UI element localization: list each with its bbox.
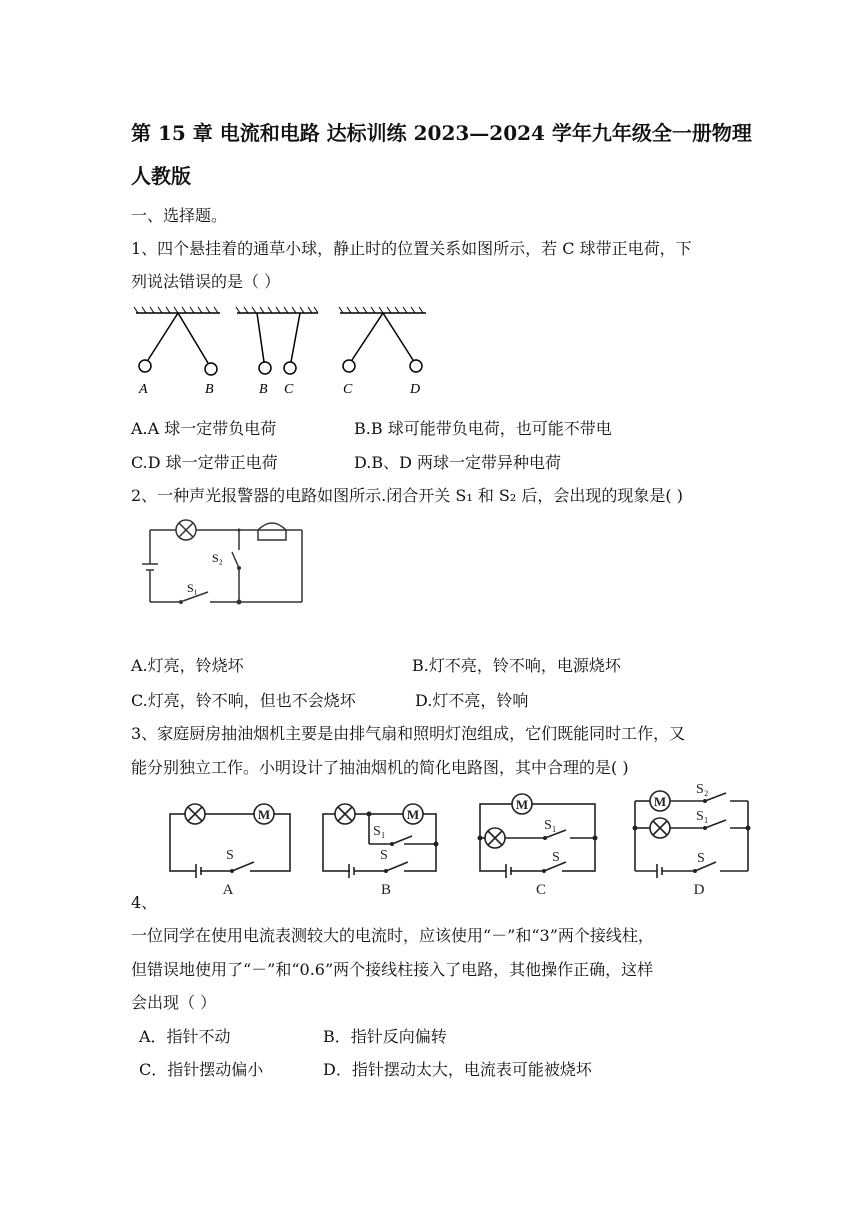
- q3-stem-line2: 能分别独立工作。小明设计了抽油烟机的简化电路图，其中合理的是( ): [131, 758, 629, 777]
- q1-stem-line2: 列说法错误的是（ ）: [131, 272, 281, 291]
- q4-option-a: A．指针不动: [139, 1027, 231, 1046]
- diagram-label-b: B: [380, 882, 392, 898]
- q2-option-b: B.灯不亮，铃不响，电源烧坏: [412, 656, 621, 675]
- motor-symbol: M: [653, 794, 667, 809]
- switch-s1-label: S₁: [696, 809, 709, 824]
- ball-label-a: A: [139, 382, 148, 397]
- q2-alarm-circuit: [140, 512, 312, 612]
- motor-symbol: M: [257, 807, 271, 822]
- ball-label-b: B: [259, 382, 268, 397]
- q3-stem-line1: 3、家庭厨房抽油烟机主要是由排气扇和照明灯泡组成，它们既能同时工作，又: [131, 724, 686, 743]
- q4-stem-line2: 但错误地使用了“－”和“0.6”两个接线柱接入了电路，其他操作正确，这样: [131, 960, 654, 979]
- q4-option-b: B．指针反向偏转: [323, 1027, 447, 1046]
- switch-s1-label: S₁: [373, 824, 386, 839]
- q1-stem-line1: 1、四个悬挂着的通草小球，静止时的位置关系如图所示，若 C 球带正电荷，下: [131, 239, 692, 258]
- section-heading: 一、选择题。: [131, 206, 228, 225]
- motor-symbol: M: [515, 797, 529, 812]
- q3-circuit-diagrams: [160, 776, 760, 901]
- switch-s1-label: S₁: [187, 581, 198, 595]
- switch-s-label: S: [552, 850, 560, 865]
- ball-label-c: C: [343, 382, 353, 397]
- switch-s-label: S: [697, 851, 705, 866]
- page-title: 第 15 章 电流和电路 达标训练 2023—2024 学年九年级全一册物理: [131, 121, 752, 145]
- switch-s2-label: S₂: [212, 551, 223, 565]
- q2-option-c: C.灯亮，铃不响，但也不会烧坏: [131, 691, 356, 710]
- switch-s2-label: S₂: [696, 782, 709, 797]
- q4-stem-line3: 会出现（ ）: [131, 993, 217, 1012]
- diagram-label-d: D: [693, 882, 705, 898]
- switch-s-label: S: [226, 848, 234, 863]
- diagram-label-a: A: [222, 882, 234, 898]
- motor-symbol: M: [406, 807, 420, 822]
- ball-label-c: C: [284, 382, 294, 397]
- ball-label-b: B: [205, 382, 214, 397]
- diagram-label-c: C: [535, 882, 547, 898]
- q1-option-d: D.B、D 两球一定带异种电荷: [354, 453, 562, 472]
- switch-s-label: S: [380, 848, 388, 863]
- q1-option-c: C.D 球一定带正电荷: [131, 453, 278, 472]
- page-title-continued: 人教版: [131, 164, 191, 188]
- q1-pendulum-figure: [130, 305, 440, 400]
- switch-s1-label: S₁: [544, 818, 557, 833]
- ball-label-d: D: [410, 382, 421, 397]
- q4-option-d: D．指针摆动太大，电流表可能被烧坏: [323, 1060, 592, 1079]
- q2-option-d: D.灯不亮，铃响: [415, 691, 529, 710]
- q4-stem-line1: 一位同学在使用电流表测较大的电流时，应该使用“－”和“3”两个接线柱，: [131, 926, 654, 945]
- q1-option-b: B.B 球可能带负电荷，也可能不带电: [354, 419, 612, 438]
- q2-stem: 2、一种声光报警器的电路如图所示.闭合开关 S₁ 和 S₂ 后，会出现的现象是( ): [131, 486, 683, 505]
- q4-option-c: C．指针摆动偏小: [139, 1060, 264, 1079]
- q2-option-a: A.灯亮，铃烧坏: [131, 656, 244, 675]
- q1-option-a: A.A 球一定带负电荷: [131, 419, 277, 438]
- q4-number: 4、: [131, 893, 158, 912]
